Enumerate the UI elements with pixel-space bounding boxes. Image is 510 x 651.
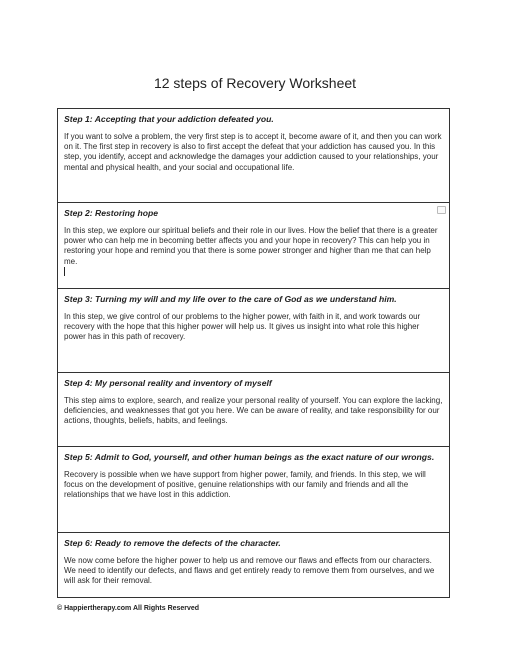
step-cell-5[interactable] [58,447,449,533]
step-heading: Step 6: Ready to remove the defects of the character. [64,538,281,548]
step-cell-3[interactable] [58,289,449,373]
step-heading: Step 5: Admit to God, yourself, and other human beings as the exact nature of our wrongs. [64,452,435,462]
text-cursor [64,267,65,276]
step-heading: Step 3: Turning my will and my life over to the care of God as we understand him. [64,294,397,304]
step-cell-1[interactable] [58,109,449,203]
step-body: This step aims to explore, search, and realize your personal reality of yourself. You can explore the lacking, deficiencies, and weaknesses that got you here. We can be aware of reality, and take responsibility for our actions, thoughts, beliefs, habits, and feelings. [64,395,443,426]
step-body: If you want to solve a problem, the very first step is to accept it, become aware of it, and then you can work on it. The first step in recovery is also to first accept the defeat that your addiction has caused you. In this step, you identify, accept and acknowledge the damages your addiction caused to your relationships, your mental and physical health, and your social and occupational life. [64,131,442,172]
step-body [64,226,443,279]
step-cell-4[interactable] [58,373,449,447]
comment-icon[interactable] [437,206,446,214]
step-body: In this step, we give control of our problems to the higher power, with faith in it, and work towards our recovery with the hope that this higher power will help us. It gives us insight into what role this higher power has in this path of recovery. [64,311,421,342]
steps-table [57,108,450,598]
step-heading: Step 1: Accepting that your addiction defeated you. [64,114,274,124]
step-body: We now come before the higher power to help us and remove our flaws and effects from our characters. We need to identify our defects, and flaws and get entirely ready to remove them from ourselves, and we will ask for their removal. [64,555,435,586]
step-heading: Step 4: My personal reality and inventory of myself [64,378,272,388]
copyright-footer: © Happiertherapy.com All Rights Reserved [57,605,200,612]
step-body: Recovery is possible when we have support from higher power, family, and friends. In this step, we will focus on the development of positive, genuine relationships with our family and friends and all the relationships that we have lost in this addiction. [64,469,426,500]
step-heading: Step 2: Restoring hope [64,208,159,218]
step-body-text: In this step, we explore our spiritual beliefs and their role in our lives. How the belief that there is a greater power who can help me in becoming better affects you and your hope in recovery? This can help you in restoring your hope and remind you that there is some power stronger and higher than me that can help me. [64,225,438,266]
step-cell-6[interactable] [58,533,449,597]
step-cell-2[interactable] [58,203,449,289]
page-title: 12 steps of Recovery Worksheet [153,75,357,91]
